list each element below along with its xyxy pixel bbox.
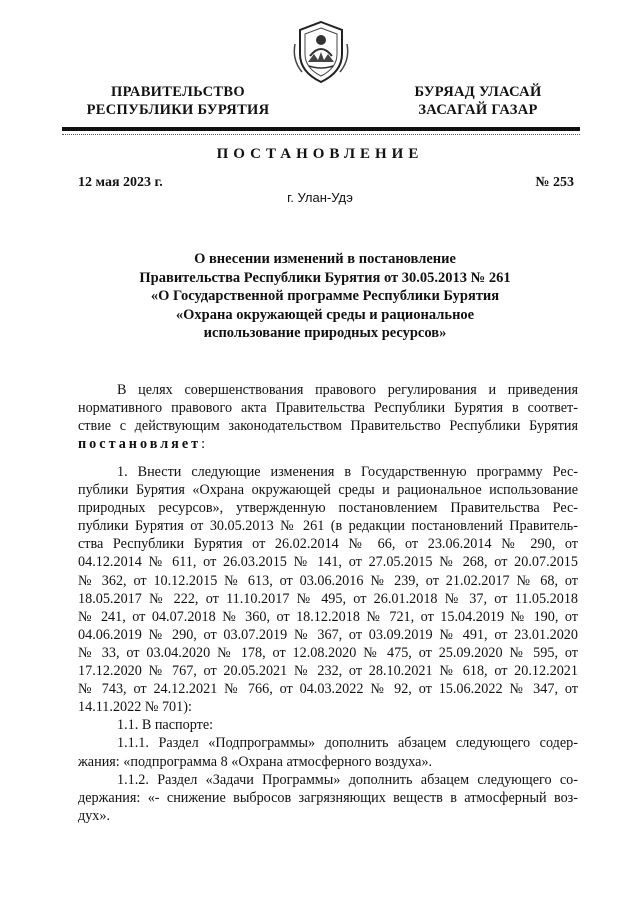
body-line: ствие с действующим законодательством Правительство Республики Бурятия [78,418,578,435]
body-line: 04.12.2014 № 611, от 26.03.2015 № 141, от 27.05.2015 № 268, от 20.07.2015 [78,554,578,571]
resolves-word: постановляет [78,436,202,453]
body-line: № 241, от 04.07.2018 № 360, от 18.12.2018 № 721, от 15.04.2019 № 190, от [78,608,578,625]
title-line: «Охрана окружающей среды и рациональное [175,306,475,323]
body-line: 14.11.2022 № 701): [78,699,192,716]
body-line: держания: «- снижение выбросов загрязняющих веществ в атмосферный воз- [78,789,578,806]
coat-of-arms-icon [292,20,350,84]
header-right-line: БУРЯАД УЛАСАЙ [414,84,542,100]
body-line: 17.12.2020 № 767, от 20.05.2021 № 232, от 28.10.2021 № 618, от 20.12.2021 [78,663,578,680]
body-line: природных ресурсов», утвержденную постановлением Правительства Рес- [78,500,578,517]
government-name-bua [378,83,578,119]
title-line: Правительства Республики Бурятия от 30.05.2013 № 261 [139,269,511,286]
header-divider-thin [62,134,580,135]
preamble-paragraph [78,381,578,453]
body-line: ства Республики Бурятия от 26.02.2014 № 66, от 23.06.2014 № 290, от [78,536,578,553]
header-divider-thick [62,127,580,131]
resolves-line [78,435,578,453]
body-line: В целях совершенствования правового регулирования и приведения [117,382,578,398]
body-line: 1.1. В паспорте: [117,717,214,734]
body-line: № 362, от 10.12.2015 № 613, от 03.06.2016 № 239, от 21.02.2017 № 68, от [78,572,578,589]
document-city: г. Улан-Удэ [287,190,353,205]
government-name-ru [78,83,278,119]
document-title [80,250,570,343]
title-line: «О Государственной программе Республики Бурятия [150,288,500,305]
title-line: использование природных ресурсов» [203,325,447,342]
body-line: 18.05.2017 № 222, от 11.10.2017 № 495, от 26.01.2018 № 37, от 11.05.2018 [78,590,578,607]
body-line: жания: «подпрограмма 8 «Охрана атмосферного воздуха». [78,753,433,770]
body-line: публики Бурятия «Охрана окружающей среды и рациональное использование [78,482,578,499]
resolves-suffix: : [201,436,206,453]
body-line: нормативного правового акта Правительства Республики Бурятия в соответ- [78,400,578,417]
body-line: 1.1.2. Раздел «Задачи Программы» дополнить абзацем следующего со- [117,771,578,788]
body-line: 1.1.1. Раздел «Подпрограммы» дополнить абзацем следующего содер- [117,735,578,752]
header-left-line: ПРАВИТЕЛЬСТВО [111,84,245,100]
document-number: № 253 [535,175,574,190]
body-line: дух». [78,807,111,824]
body-line: 04.06.2019 № 290, от 03.07.2019 № 367, от 03.09.2019 № 491, от 23.01.2020 [78,626,578,643]
document-date: 12 мая 2023 г. [78,175,163,190]
body-line: № 33, от 03.04.2020 № 178, от 12.08.2020 № 475, от 25.09.2020 № 595, от [78,644,578,661]
header-right-line: ЗАСАГАЙ ГАЗАР [418,102,538,118]
header-left-line: РЕСПУБЛИКИ БУРЯТИЯ [86,102,270,118]
body-line: № 743, от 24.12.2021 № 766, от 04.03.2022 № 92, от 15.06.2022 № 347, от [78,681,578,698]
body-line: 1. Внести следующие изменения в Государственную программу Рес- [117,464,578,480]
document-type: ПОСТАНОВЛЕНИЕ [216,146,424,162]
amendments-section [78,463,578,825]
title-line: О внесении изменений в постановление [194,251,456,267]
body-line: публики Бурятия от 30.05.2013 № 261 (в редакции постановлений Правитель- [78,518,578,535]
